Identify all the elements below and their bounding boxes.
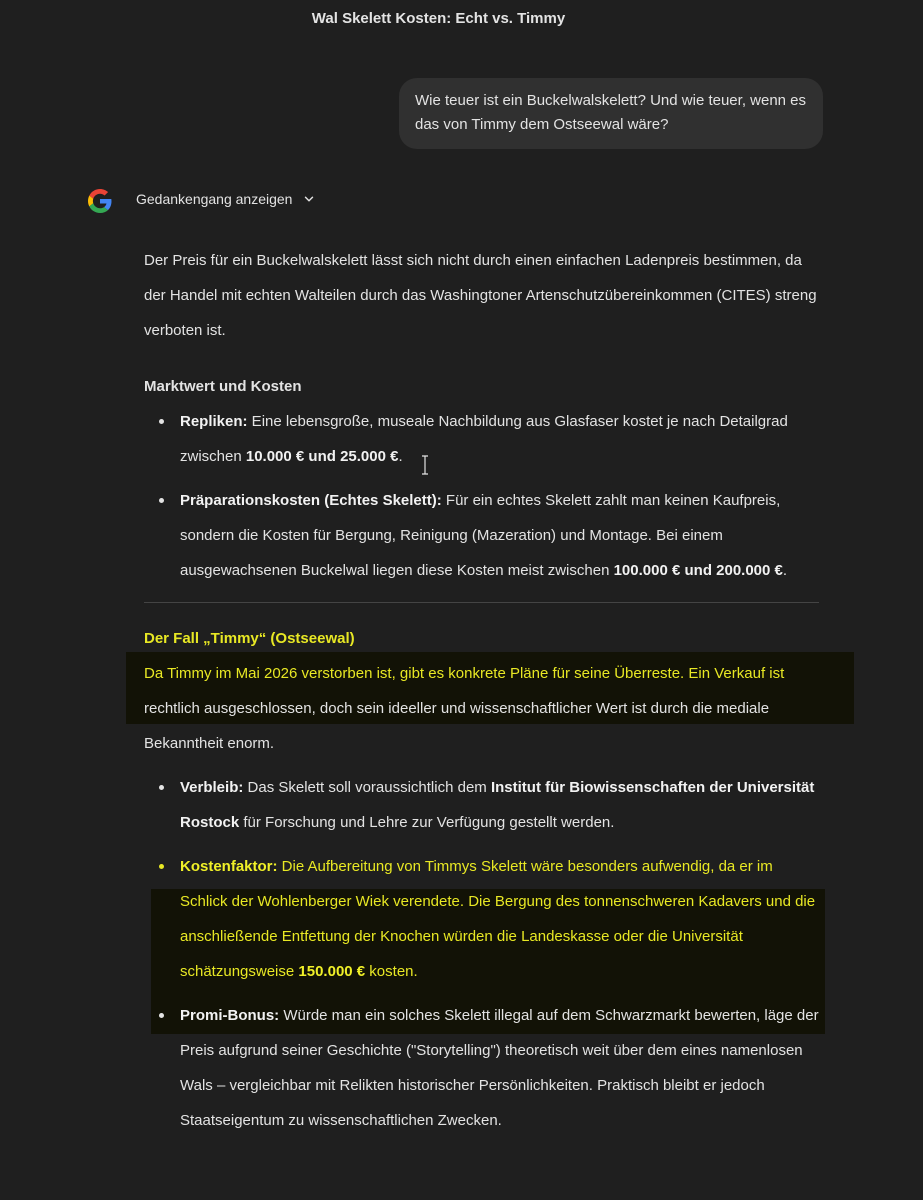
chevron-down-icon xyxy=(302,192,316,206)
show-thoughts-button[interactable] xyxy=(136,191,316,207)
item-bold: 100.000 € und 200.000 € xyxy=(613,562,783,579)
model-response xyxy=(144,243,819,1138)
conversation-title: Wal Skelett Kosten: Echt vs. Timmy xyxy=(311,10,566,27)
user-message-bubble xyxy=(399,78,823,149)
item-bold: Institut für Biowissenschaften der Universität Rostock xyxy=(180,779,815,831)
item-bold: 150.000 € xyxy=(298,963,366,980)
list-item-highlight xyxy=(180,849,819,989)
section-heading-timmy: Der Fall „Timmy“ (Ostseewal) xyxy=(144,630,355,647)
item-label: Präparationskosten (Echtes Skelett): xyxy=(180,492,442,509)
list-item xyxy=(180,483,819,588)
item-text-end: . xyxy=(398,448,403,465)
timmy-list xyxy=(144,770,819,1138)
item-text: Das Skelett soll voraussichtlich dem xyxy=(243,779,491,796)
item-bold: 10.000 € und 25.000 € xyxy=(245,448,399,465)
item-text: Die Aufbereitung von Timmys Skelett wäre besonders aufwendig, da er im Schlick der Wohlenberger Wiek verendete. Die Bergung des tonnenschweren Kadavers und die anschließende Entfettung der Knochen würden die Landeskasse oder die Universität schätzungsweise xyxy=(180,858,816,980)
item-text-end: für Forschung und Lehre zur Verfügung gestellt werden. xyxy=(239,814,615,831)
item-text: Eine lebensgroße, museale Nachbildung aus Glasfaser kostet je nach Detailgrad zwischen xyxy=(180,413,788,465)
item-text: Für ein echtes Skelett zahlt man keinen Kaufpreis, sondern die Kosten für Bergung, Reinigung (Mazeration) und Montage. Bei einem ausgewachsenen Buckelwal liegen diese Kosten meist zwischen xyxy=(180,492,781,579)
timmy-intro xyxy=(144,656,819,761)
timmy-intro-highlight: Da Timmy im Mai 2026 verstorben ist, gibt es konkrete Pläne für seine Überreste. Ein Verkauf ist xyxy=(144,665,785,682)
item-text-end: kosten. xyxy=(365,963,418,980)
item-label: Kostenfaktor: xyxy=(180,858,278,875)
list-item xyxy=(180,770,819,840)
timmy-intro-rest: rechtlich ausgeschlossen, doch sein ideeller und wissenschaftlicher Wert ist durch die mediale Bekanntheit enorm. xyxy=(144,700,770,752)
user-message-text: Wie teuer ist ein Buckelwalskelett? Und wie teuer, wenn es das von Timmy dem Ostseewal wäre? xyxy=(415,92,807,133)
market-list xyxy=(144,404,819,588)
item-label: Verbleib: xyxy=(180,779,244,796)
google-g-icon xyxy=(88,189,112,213)
item-label: Promi-Bonus: xyxy=(180,1007,280,1024)
show-thoughts-label: Gedankengang anzeigen xyxy=(136,191,293,207)
list-item xyxy=(180,998,819,1138)
item-label: Repliken: xyxy=(180,413,248,430)
text-cursor-icon xyxy=(420,455,430,475)
item-text: Würde man ein solches Skelett illegal auf dem Schwarzmarkt bewerten, läge der Preis aufgrund seiner Geschichte ("Storytelling") theoretisch weit über dem eines namenlosen Wals – vergleichbar mit Relikten historischer Persönlichkeiten. Praktisch bleibt er jedoch Staatseigentum zu wissenschaftlichen Zwecken. xyxy=(180,1007,819,1129)
item-text-end: . xyxy=(782,562,788,579)
section-heading-market: Marktwert und Kosten xyxy=(144,378,302,395)
list-item xyxy=(180,404,819,474)
section-divider xyxy=(144,602,819,603)
response-intro: Der Preis für ein Buckelwalskelett lässt sich nicht durch einen einfachen Ladenpreis bestimmen, da der Handel mit echten Walteilen durch das Washingtoner Artenschutzübereinkommen (CITES) streng verboten ist. xyxy=(144,252,817,339)
